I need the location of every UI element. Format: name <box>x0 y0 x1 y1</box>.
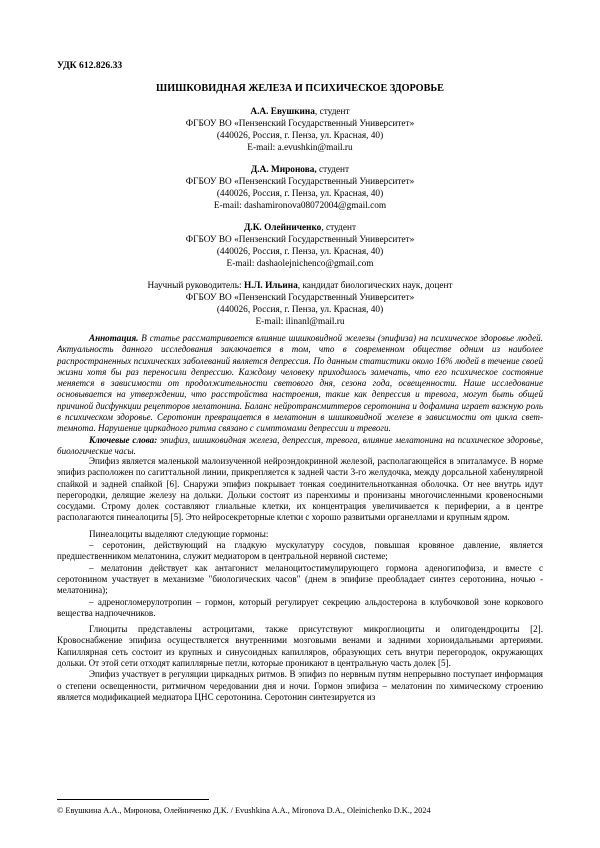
supervisor-email: E-mail: ilinanl@mail.ru <box>255 316 345 327</box>
author-block <box>57 164 543 212</box>
author-org: ФГБОУ ВО «Пензенский Государственный Университет» <box>185 119 415 130</box>
supervisor-role: , кандидат биологических наук, доцент <box>297 280 453 291</box>
author-address: (440026, Россия, г. Пенза, ул. Красная, 40) <box>216 131 384 142</box>
author-org: ФГБОУ ВО «Пензенский Государственный Университет» <box>185 176 415 187</box>
supervisor-prefix: Научный руководитель: <box>147 280 244 291</box>
author-block <box>57 222 543 270</box>
supervisor-block <box>57 280 543 328</box>
author-address: (440026, Россия, г. Пенза, ул. Красная, 40) <box>216 246 384 257</box>
copyright-footnote: © Евушкина А.А., Миронова, Олейниченко Д.К. / Evushkina A.A., Mironova D.A., Oleinichenko D.K., 2024 <box>57 806 431 815</box>
author-role: , студент <box>314 107 350 117</box>
author-email: E-mail: dashaolejnichenco@gmail.com <box>226 259 374 270</box>
article-title: ШИШКОВИДНАЯ ЖЕЛЕЗА И ПСИХИЧЕСКОЕ ЗДОРОВЬЕ <box>156 83 444 94</box>
keywords-paragraph <box>57 435 543 458</box>
author-role: студент <box>316 164 350 175</box>
author-name: А.А. Евушкина <box>250 107 315 117</box>
body-paragraph: Глиоциты представлены астроцитами, также присутствуют микроглиоциты и олигодендроциты [2]. Кровоснабжение эпифиза осуществляется внутренними мозговыми венами и задними хориоидальными артериями. Капиллярная сеть состоит из крупных и синусоидных капилляров, образующих сеть внутри перегородок, окружающих дольки. От этой сети отходят капиллярные петли, которые проникают в центральную часть долек [5]. <box>57 624 543 669</box>
abstract-section <box>57 333 543 457</box>
author-email: E-mail: a.evushkin@mail.ru <box>247 143 353 154</box>
article-body <box>57 456 543 703</box>
list-item: – адреногломерулотропин – гормон, который регулирует секрецию альдостерона в клубочковой зоне коркового вещества надпочечников. <box>57 596 543 618</box>
author-role: , студент <box>321 222 357 233</box>
keywords-text: эпифиз, шишковидная железа, депрессия, тревога, влияние мелатонина на психическое здоровье, биологические часы. <box>57 434 543 456</box>
authors-section <box>57 106 543 338</box>
author-name: Д.А. Миронова, <box>250 164 317 175</box>
author-name: Д.К. Олейниченко <box>243 222 322 233</box>
abstract-paragraph <box>57 333 543 435</box>
body-paragraph: Пинеалоциты выделяют следующие гормоны: <box>89 528 269 539</box>
body-paragraph: Эпифиз является маленькой малоизученной нейроэндокринной железой, располагающейся в эпиталамусе. В норме эпифиз расположен по сагиттальной линии, прикрепляется к задней части 3-го желудочка, между дорсальной хабенулярной спайкой и задней спайкой [6]. Снаружи эпифиз покрывает тонкая соединительнотканная оболочка. От нее внутрь идут перегородки, делящие железу на дольки. Дольки состоят из паренхимы и пронизаны многочисленными кровеносными сосудами. Строму долек составляют глиальные клетки, их концентрация увеличивается к периферии, а в центре располагаются пинеалоциты [5]. Это нейросекреторные клетки с хорошо развитыми органеллами и крупным ядром. <box>57 456 543 523</box>
author-block <box>57 106 543 154</box>
supervisor-org: ФГБОУ ВО «Пензенский Государственный Университет» <box>185 292 415 303</box>
supervisor-address: (440026, Россия, г. Пенза, ул. Красная, 40) <box>216 304 384 315</box>
keywords-label: Ключевые слова: <box>89 434 158 445</box>
abstract-text: В статье рассматривается влияние шишковидной железы (эпифиза) на психическое здоровье людей. Актуальность данного исследования заключается в том, что в современном обществе одним из наиболее распространенных психических заболеваний является депрессия. По данным статистики около 16% людей в течение своей жизни хотя бы раз переносили депрессию. Каждому человеку приходилось замечать, что его психическое состояние меняется в зависимости от продолжительности светового дня, сезона года, освещенности. Наше исследование основывается на утверждении, что расстройства настроения, такие как депрессия и тревога, могут быть общей причиной дисфункции рецепторов мелатонина. Баланс нейротрансмиттеров серотонина и дофамина играет важную роль в психическом здоровье. Серотонин превращается в мелатонин в шишковидной железе в зависимости от цикла свет-темнота. Нарушение циркадного ритма связано с симптомами депрессии и тревоги. <box>57 333 543 434</box>
supervisor-name: Н.Л. Ильина <box>243 280 298 291</box>
list-item: – мелатонин действует как антагонист меланоцитостимулирующего гормона аденогипофиза, и вместе с серотонином участвует в механизме "биологических часов" (днем в эпифизе преобладает синтез серотонина, ночью - мелатонина); <box>57 562 543 596</box>
author-email: E-mail: dashamironova08072004@gmail.com <box>213 201 387 212</box>
udk-code: УДК 612.826.33 <box>57 60 123 71</box>
list-item: – серотонин, действующий на гладкую мускулатуру сосудов, повышая кровяное давление, является предшественником мелатонина, служит медиатором в центральной нервной системе; <box>57 540 543 562</box>
footnote-divider <box>57 799 209 800</box>
body-paragraph: Эпифиз участвует в регуляции циркадных ритмов. В эпифиз по нервным путям непрерывно поступает информация о степени освещенности, ритмичном чередовании дня и ночи. Гормон эпифиза – мелатонин по химическому строению является модификацией медиатора ЦНС серотонина. Серотонин синтезируется из <box>57 669 543 702</box>
author-org: ФГБОУ ВО «Пензенский Государственный Университет» <box>185 234 415 245</box>
author-address: (440026, Россия, г. Пенза, ул. Красная, 40) <box>216 189 384 200</box>
abstract-label: Аннотация. <box>89 333 139 343</box>
